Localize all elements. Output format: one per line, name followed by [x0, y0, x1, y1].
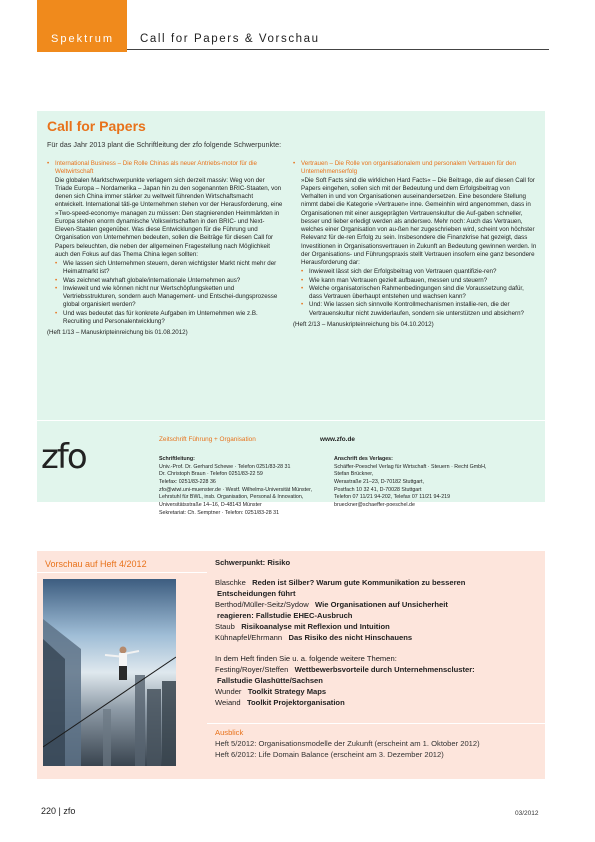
cfp-right-body: »Die Soft Facts sind die wirklichen Hard Facts« – Die Beitrage, die auf diesen Call for Papers eingehen, sollen sich mit der Bedeutung und dem Erfolgsbeitrag von Verhalten in und von Organisationen auseinandersetzen. Eine besondere Stellung nimmt dabei die Kategorie »Vertrauen« inne. Gemeinhin wird angenommen, dass in Organisationen mit einer ausgeprägten Vertrauenskultur die Auf-gaben schneller, besser und lieber erledigt werden als anderswo. Mehr noch: Auch das Vertrauen, welches einer Organisation von au-ßen her zugeschrieben wird, scheint von höchster Relevanz für de-ren Erfolg zu sein. Insbesondere die Finanzkrise hat gezeigt, dass Investitionen in Organisationsvertrauen in Zukunft an Bedeutung gewinnen werden. In der Organisations- und Führungspraxis stellt Vertrauen insofern eine ganz besondere Herausforderung dar: — [301, 176, 537, 266]
zfo-editors — [159, 456, 312, 517]
editors-line: Telefax: 0251/83-228 36 — [159, 479, 216, 486]
list-item: • Wie kann man Vertrauen gezielt aufbauen, messen und steuern? — [301, 277, 537, 285]
item-author: Blaschke — [215, 578, 246, 588]
preview-item — [215, 697, 537, 708]
editors-line: Dr. Christoph Braun · Telefon 0251/83-22 59 — [159, 471, 263, 478]
item-title: Risikoanalyse mit Reflexion und Intuition — [241, 622, 390, 632]
preview-item — [215, 686, 537, 697]
tightrope-walker-image — [43, 579, 176, 766]
preview-item — [215, 621, 537, 632]
preview-box — [37, 551, 545, 779]
item-author: Kühnapfel/Ehrmann — [215, 633, 283, 643]
section-label: Spektrum — [51, 33, 115, 45]
divider — [207, 723, 545, 724]
item-author: Berthod/Müller-Seitz/Sydow — [215, 600, 309, 610]
list-item: • Wie lassen sich Unternehmen steuern, deren wichtigster Markt nicht mehr der Heimatmarkt ist? — [55, 260, 283, 277]
preview-item — [215, 577, 537, 588]
editors-line: Universitätsstraße 14–16, D-48143 Münster — [159, 502, 262, 509]
zfo-publisher — [334, 456, 486, 510]
editors-line: Univ.-Prof. Dr. Gerhard Schewe · Telefon 0251/83-28 31 — [159, 463, 291, 470]
list-item: • Was zeichnet wahrhaft globale/internationale Unternehmen aus? — [55, 277, 283, 285]
item-title: Wettbewerbsvorteile durch Unternehmenscluster: — [294, 664, 475, 674]
cfp-left-heading: • International Business – Die Rolle Chinas als neuer Antriebs-motor für die Weltwirtschaft — [47, 160, 283, 177]
page-header-title: Call for Papers & Vorschau — [140, 33, 320, 45]
publisher-line: Werastraße 21–23, D-70182 Stuttgart, — [334, 479, 424, 486]
page-number: 220 | zfo — [41, 806, 76, 816]
item-title-cont: Entscheidungen führt — [217, 589, 296, 599]
section-tab — [37, 0, 127, 52]
cfp-intro: Für das Jahr 2013 plant die Schriftleitung der zfo folgende Schwerpunkte: — [47, 140, 282, 149]
cfp-right-heading: • Vertrauen – Die Rolle von organisationalem und personalem Vertrauen für den Unternehmenserfolg — [293, 160, 537, 177]
preview-item — [215, 599, 537, 610]
item-title: Reden ist Silber? Warum gute Kommunikation zu besseren — [252, 578, 466, 588]
item-title: Toolkit Projektorganisation — [246, 697, 345, 707]
cfp-left-bullets — [55, 260, 283, 326]
item-title: Toolkit Strategy Maps — [247, 686, 327, 696]
publisher-line: Stefan Brückner, — [334, 471, 374, 478]
more-topics-intro: In dem Heft finden Sie u. a. folgende weitere Themen: — [215, 653, 397, 663]
outlook — [215, 727, 537, 760]
cfp-right-deadline: (Heft 2/13 – Manuskripteinreichung bis 04.10.2012) — [293, 320, 434, 328]
outlook-item: Heft 5/2012: Organisationsmodelle der Zukunft (erscheint am 1. Oktober 2012) — [215, 739, 480, 749]
preview-item — [215, 632, 537, 643]
editors-line: Lehrstuhl für BWL, insb. Organisation, Personal & Innovation, — [159, 494, 304, 501]
editors-title: Schriftleitung: — [159, 456, 195, 462]
cfp-right-column — [293, 160, 537, 329]
list-item: • Welche organisatorischen Rahmenbedingungen sind die Voraussetzung dafür, dass Vertrauen überhaupt entstehen und wachsen kann? — [301, 285, 537, 302]
zfo-journal-name: Zeitschrift Führung + Organisation — [159, 436, 256, 443]
divider — [37, 572, 207, 573]
list-item: • Inwieweit und wie können nicht nur Wertschöpfungsketten und Vertriebsstrukturen, sondern auch Management- und Entschei-dungsprozesse global organisiert werden? — [55, 285, 283, 310]
outlook-item: Heft 6/2012: Life Domain Balance (erscheint am 3. Dezember 2012) — [215, 750, 444, 760]
outlook-title: Ausblick — [215, 728, 244, 737]
item-author: Weiand — [215, 697, 241, 707]
publisher-title: Anschrift des Verlages: — [334, 456, 393, 462]
cfp-right-bullets — [301, 268, 537, 318]
publisher-line: Postfach 10 32 41, D-70028 Stuttgart — [334, 486, 422, 493]
cfp-left-column — [47, 160, 283, 337]
item-title: Wie Organisationen auf Unsicherheit — [315, 600, 448, 610]
preview-focus: Schwerpunkt: Risiko — [215, 558, 291, 567]
publisher-line: Schäffer-Poeschel Verlag für Wirtschaft · Steuern · Recht GmbH, — [334, 463, 487, 470]
preview-item — [215, 664, 537, 675]
list-item: • Inwieweit lässt sich der Erfolgsbeitrag von Vertrauen quantifizie-ren? — [301, 268, 537, 276]
list-item: • Und: Wie lassen sich sinnvolle Kontrollmechanismen installie-ren, die der Vertrauenskultur nicht zuwiderlaufen, sondern sie unterstützen und absichern? — [301, 301, 537, 318]
publisher-line: brueckner@schaeffer-poeschel.de — [334, 502, 415, 509]
preview-contents — [215, 557, 537, 708]
zfo-url[interactable]: www.zfo.de — [320, 436, 355, 443]
cfp-left-body: Die globalen Marktschwerpunkte verlagern sich derzeit massiv: Weg von der Triade Europa – Nordamerika – Japan hin zu den sogenannten BRIC-Staaten, von denen sich China immer stärker zu weltweit führenden Wirtschaftsmacht entwickelt. International täti-ge Unternehmen stehen vor der Herausforderung, eine »Two-speed-economy« managen zu müssen: Den stagnierenden Heimmärkten in Europa stehen enorm dynamische Volkswirtschaften in den BRIC- und Next-Eleven-Staaten gegenüber. Was diese Entwicklungen für die Führung und Organisation von Unternehmen bedeuten, sollen die Beiträge für diesen Call for Papers beleuchten, die neben der allgemeinen Fragestellung nach Möglichkeit auch den Fokus auf das Thema China legen sollten: — [55, 176, 283, 258]
preview-title: Vorschau auf Heft 4/2012 — [45, 559, 147, 569]
item-author: Wunder — [215, 686, 242, 696]
cfp-left-deadline: (Heft 1/13 – Manuskripteinreichung bis 01.08.2012) — [47, 329, 188, 336]
editors-line: Sekretariat: Ch. Semptner · Telefon: 0251/83-28 31 — [159, 509, 280, 516]
editors-line: zfo@wiwi.uni-muenster.de · Westf. Wilhelms-Universität Münster, — [159, 486, 313, 493]
cfp-title: Call for Papers — [47, 118, 146, 134]
item-author: Staub — [215, 622, 235, 632]
publisher-line: Telefon 07 11/21 94-202, Telefax 07 11/21 94-219 — [334, 494, 451, 501]
issue-label: 03/2012 — [515, 810, 539, 817]
list-item: • Und was bedeutet das für konkrete Aufgaben im Unternehmen wie z.B. Recruiting und Personalentwicklung? — [55, 310, 283, 327]
item-title-cont: Fallstudie Glashütte/Sachsen — [217, 675, 323, 685]
header-rule — [127, 49, 549, 50]
cover-photo — [43, 579, 176, 766]
item-title-cont: reagieren: Fallstudie EHEC-Ausbruch — [217, 611, 353, 621]
call-for-papers-box — [37, 111, 545, 516]
divider — [37, 420, 545, 421]
item-title: Das Risiko des nicht Hinschauens — [288, 633, 413, 643]
zfo-logo: zfo — [41, 437, 86, 477]
item-author: Festing/Royer/Steffen — [215, 664, 289, 674]
